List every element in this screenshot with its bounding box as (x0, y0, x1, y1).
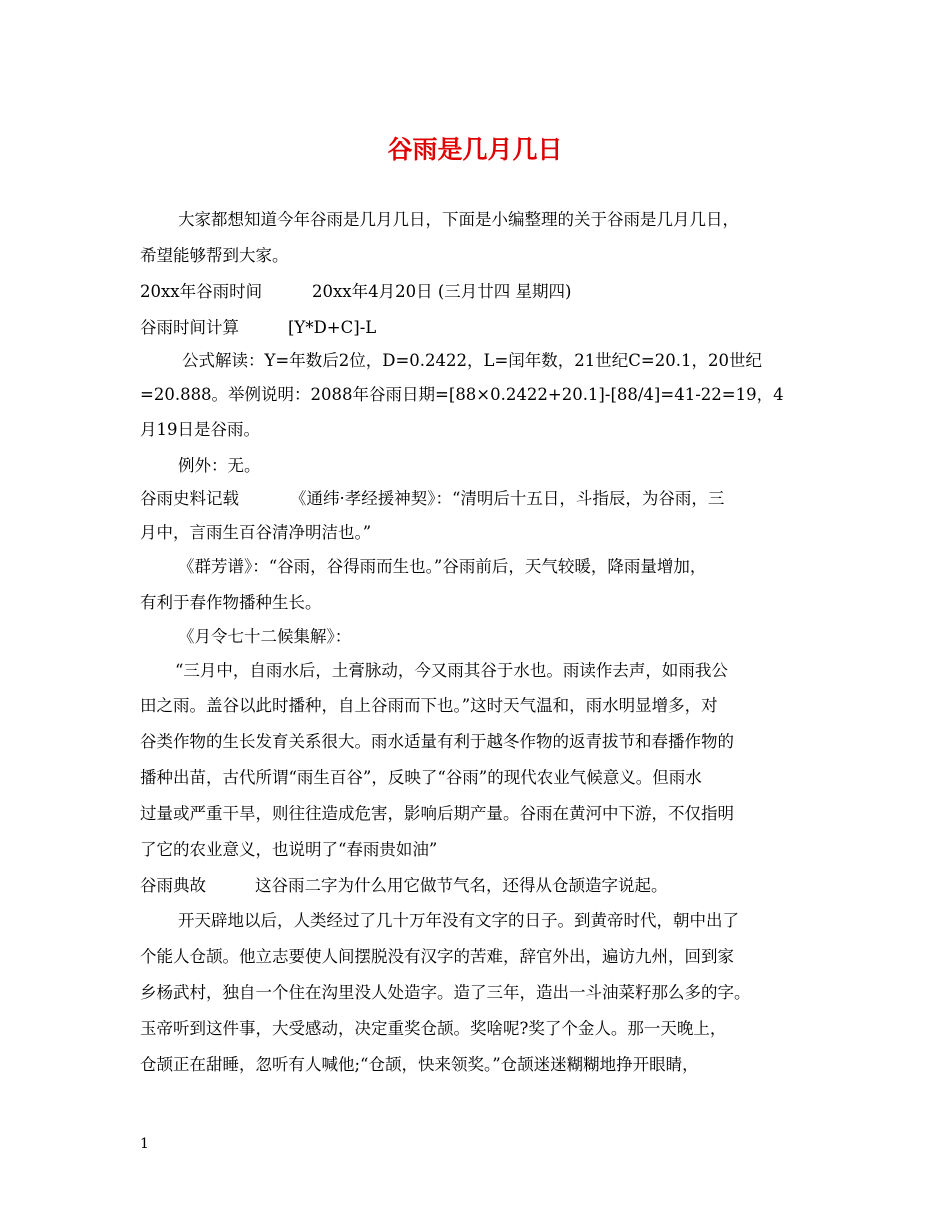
body-line: 希望能够帮到大家。 (140, 246, 289, 265)
body-line: 个能人仓颉。他立志要使人间摆脱没有汉字的苦难，辞官外出，遍访九州，回到家 (140, 947, 734, 966)
body-line: 有利于春作物播种生长。 (140, 593, 322, 612)
body-line: “三月中，自雨水后，土膏脉动，今又雨其谷于水也。雨读作去声，如雨我公 (175, 661, 728, 680)
body-line: 月19日是谷雨。 (140, 420, 260, 439)
body-line: 20xx年谷雨时间 (140, 282, 263, 301)
body-line: 公式解读：Y=年数后2位，D=0.2422，L=闰年数，21世纪C=20.1，20世纪 (182, 351, 762, 370)
body-line: 20xx年4月20日 (三月廿四 星期四) (312, 282, 572, 301)
body-line: 大家都想知道今年谷雨是几月几日，下面是小编整理的关于谷雨是几月几日， (178, 210, 739, 229)
body-line: 过量或严重干旱，则往往造成危害，影响后期产量。谷雨在黄河中下游，不仅指明 (140, 804, 734, 823)
body-line: 月中，言雨生百谷清净明洁也。” (140, 523, 372, 542)
document-title: 谷雨是几月几日 (387, 135, 563, 164)
body-line: 谷雨史料记载 (140, 489, 239, 508)
body-line: =20.888。举例说明：2088年谷雨日期=[88×0.2422+20.1]-[88/4]=41-22=19，4 (140, 385, 784, 404)
body-line: 了它的农业意义，也说明了“春雨贵如油” (140, 840, 438, 859)
body-line: 谷雨时间计算 (140, 318, 239, 337)
body-line: 开天辟地以后，人类经过了几十万年没有文字的日子。到黄帝时代，朝中出了 (178, 911, 739, 930)
body-line: 玉帝听到这件事，大受感动，决定重奖仓颉。奖啥呢?奖了个金人。那一天晚上， (140, 1019, 727, 1038)
body-line: 《群芳谱》：“谷雨，谷得雨而生也。”谷雨前后，天气较暖，降雨量增加， (178, 557, 707, 576)
body-line: 谷雨典故 (140, 876, 206, 895)
body-line: 《通纬·孝经援神契》：“清明后十五日，斗指辰，为谷雨，三 (290, 489, 725, 508)
body-line: 例外：无。 (178, 456, 261, 475)
body-line: 播种出苗，古代所谓“雨生百谷”，反映了“谷雨”的现代农业气候意义。但雨水 (140, 768, 702, 787)
body-line: [Y*D+C]-L (288, 318, 377, 337)
body-line: 谷类作物的生长发育关系很大。雨水适量有利于越冬作物的返青拔节和春播作物的 (140, 732, 734, 751)
body-line: 仓颉正在甜睡，忽听有人喊他;“仓颉，快来领奖。”仓颉迷迷糊糊地挣开眼睛， (140, 1055, 699, 1074)
body-line: 这谷雨二字为什么用它做节气名，还得从仓颉造字说起。 (255, 876, 668, 895)
body-line: 田之雨。盖谷以此时播种，自上谷雨而下也。”这时天气温和，雨水明显增多，对 (140, 696, 718, 715)
body-line: 《月令七十二候集解》： (178, 627, 352, 646)
body-line: 乡杨武村，独自一个住在沟里没人处造字。造了三年，造出一斗油菜籽那么多的字。 (140, 983, 751, 1002)
page-number: 1 (140, 1136, 149, 1152)
